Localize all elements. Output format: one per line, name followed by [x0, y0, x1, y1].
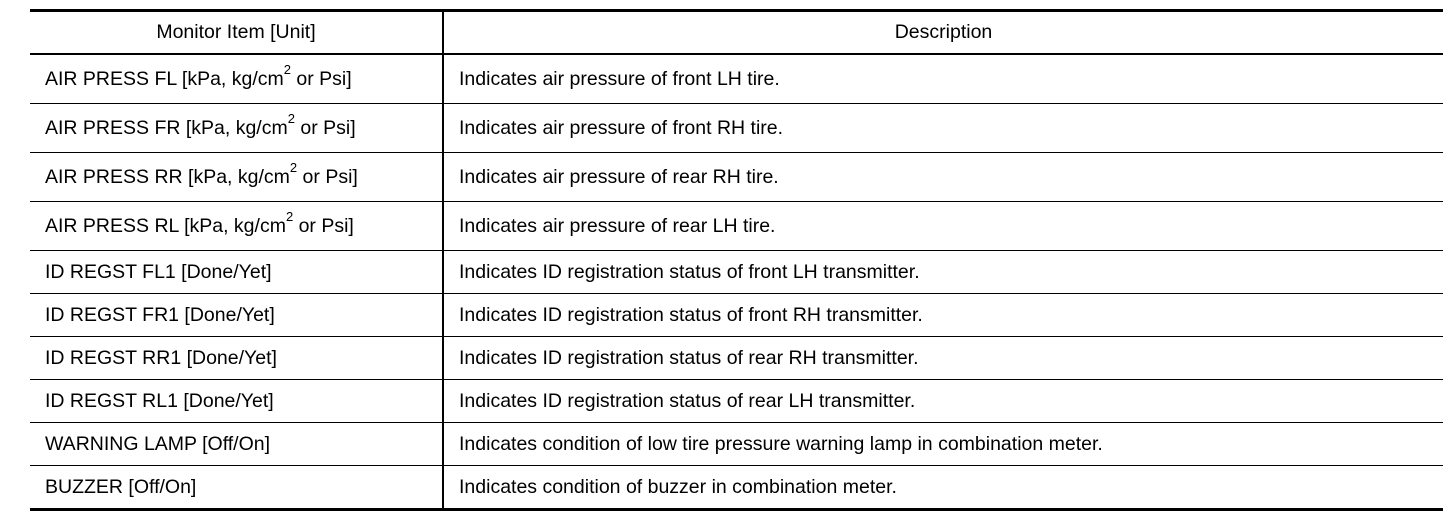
table-row: [30, 423, 1443, 466]
monitor-item-cell: [30, 153, 443, 202]
table-row: [30, 337, 1443, 380]
table-row: [30, 251, 1443, 294]
item-text-suffix: or Psi]: [291, 67, 352, 90]
table-row: [30, 202, 1443, 251]
description-cell: Indicates ID registration status of rear LH transmitter.: [443, 380, 1443, 423]
description-cell: Indicates air pressure of front RH tire.: [443, 104, 1443, 153]
description-cell: Indicates air pressure of front LH tire.: [443, 54, 1443, 104]
item-text-suffix: or Psi]: [293, 214, 354, 237]
monitor-item-cell: BUZZER [Off/On]: [30, 466, 443, 510]
table-row: [30, 153, 1443, 202]
monitor-item-cell: WARNING LAMP [Off/On]: [30, 423, 443, 466]
table-row: [30, 54, 1443, 104]
description-header: Description: [443, 11, 1443, 55]
unit-superscript: 2: [289, 160, 298, 175]
table-header-row: [30, 11, 1443, 55]
item-text: AIR PRESS FL [kPa, kg/cm: [45, 67, 284, 90]
monitor-item-cell: [30, 54, 443, 104]
description-cell: Indicates condition of low tire pressure warning lamp in combination meter.: [443, 423, 1443, 466]
item-text-suffix: or Psi]: [297, 165, 358, 188]
description-cell: Indicates ID registration status of front LH transmitter.: [443, 251, 1443, 294]
description-cell: Indicates condition of buzzer in combination meter.: [443, 466, 1443, 510]
description-cell: Indicates ID registration status of front RH transmitter.: [443, 294, 1443, 337]
monitor-item-cell: [30, 104, 443, 153]
monitor-item-cell: ID REGST FL1 [Done/Yet]: [30, 251, 443, 294]
unit-superscript: 2: [287, 111, 295, 126]
description-cell: Indicates air pressure of rear RH tire.: [443, 153, 1443, 202]
table-row: [30, 104, 1443, 153]
monitor-item-cell: ID REGST FR1 [Done/Yet]: [30, 294, 443, 337]
item-text-suffix: or Psi]: [294, 116, 356, 139]
table-row: [30, 380, 1443, 423]
item-text: AIR PRESS RR [kPa, kg/cm: [45, 165, 290, 188]
description-cell: Indicates ID registration status of rear RH transmitter.: [443, 337, 1443, 380]
monitor-item-header: Monitor Item [Unit]: [30, 11, 443, 55]
description-cell: Indicates air pressure of rear LH tire.: [443, 202, 1443, 251]
table-row: [30, 294, 1443, 337]
monitor-item-table: [30, 9, 1443, 511]
monitor-item-cell: ID REGST RL1 [Done/Yet]: [30, 380, 443, 423]
unit-superscript: 2: [285, 209, 294, 224]
table-row: [30, 466, 1443, 510]
item-text: AIR PRESS FR [kPa, kg/cm: [45, 116, 288, 139]
item-text: AIR PRESS RL [kPa, kg/cm: [45, 214, 286, 237]
monitor-item-cell: ID REGST RR1 [Done/Yet]: [30, 337, 443, 380]
monitor-item-cell: [30, 202, 443, 251]
unit-superscript: 2: [283, 62, 291, 77]
